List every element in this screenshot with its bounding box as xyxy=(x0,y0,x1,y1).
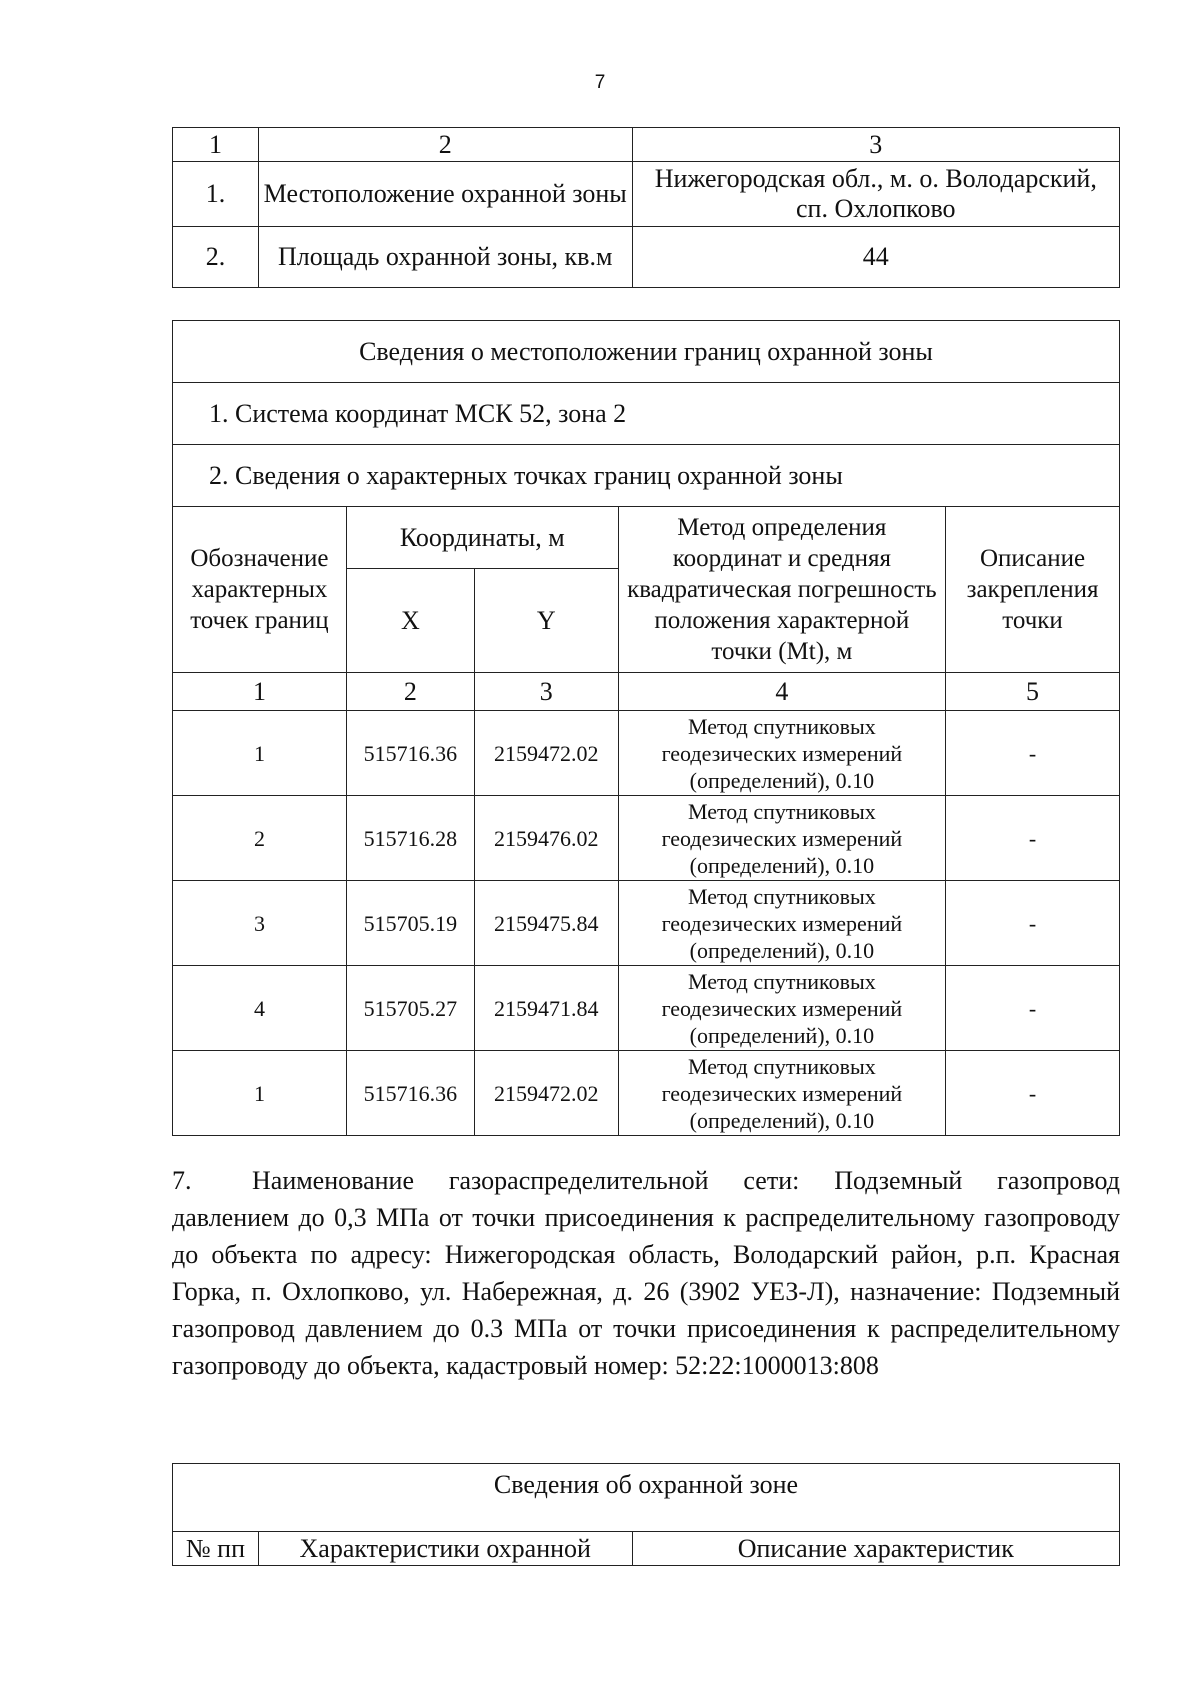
row-number: 2. xyxy=(173,227,259,288)
table-row xyxy=(173,1051,1120,1136)
row-number: 1. xyxy=(173,162,259,227)
col-number: 3 xyxy=(632,128,1119,162)
table-row xyxy=(173,796,1120,881)
col-description: Описание закрепления точки xyxy=(946,507,1120,673)
points-title-row xyxy=(173,445,1120,507)
point-method: Метод спутниковых геодезических измерений (определений), 0.10 xyxy=(618,881,945,966)
row-value: Нижегородская обл., м. о. Володарский, сп. Охлопково xyxy=(632,162,1119,227)
col-number: 3 xyxy=(474,673,618,711)
point-x: 515716.28 xyxy=(346,796,474,881)
header-row xyxy=(173,1532,1120,1566)
point-x: 515705.27 xyxy=(346,966,474,1051)
protected-zone-table xyxy=(172,1463,1120,1566)
point-y: 2159475.84 xyxy=(474,881,618,966)
table-title-row xyxy=(173,1464,1120,1532)
point-x: 515716.36 xyxy=(346,711,474,796)
table-header-row xyxy=(173,128,1120,162)
point-description: - xyxy=(946,966,1120,1051)
points-title: 2. Сведения о характерных точках границ охранной зоны xyxy=(173,445,1120,507)
boundary-points-table xyxy=(172,320,1120,1136)
point-id: 1 xyxy=(173,1051,347,1136)
column-numbers-row xyxy=(173,673,1120,711)
coordinate-system-row xyxy=(173,383,1120,445)
col-number: 5 xyxy=(946,673,1120,711)
table-row xyxy=(173,162,1120,227)
point-y: 2159472.02 xyxy=(474,711,618,796)
point-description: - xyxy=(946,796,1120,881)
row-label: Местоположение охранной зоны xyxy=(258,162,632,227)
point-description: - xyxy=(946,881,1120,966)
gas-network-paragraph xyxy=(172,1162,1120,1384)
point-description: - xyxy=(946,1051,1120,1136)
zone-summary-table xyxy=(172,127,1120,288)
point-id: 4 xyxy=(173,966,347,1051)
col-coordinates: Координаты, м xyxy=(346,507,618,569)
table-row xyxy=(173,881,1120,966)
point-y: 2159476.02 xyxy=(474,796,618,881)
table-title-row xyxy=(173,321,1120,383)
page-number: 7 xyxy=(594,72,606,93)
table-title: Сведения об охранной зоне xyxy=(173,1464,1120,1532)
row-label: Площадь охранной зоны, кв.м xyxy=(258,227,632,288)
col-characteristics: Характеристики охранной xyxy=(258,1532,632,1566)
col-y: Y xyxy=(474,569,618,673)
point-id: 1 xyxy=(173,711,347,796)
point-method: Метод спутниковых геодезических измерений (определений), 0.10 xyxy=(618,711,945,796)
col-number: 4 xyxy=(618,673,945,711)
point-id: 2 xyxy=(173,796,347,881)
coordinate-system: 1. Система координат МСК 52, зона 2 xyxy=(173,383,1120,445)
col-num: № пп xyxy=(173,1532,259,1566)
col-designation: Обозначение характерных точек границ xyxy=(173,507,347,673)
header-row xyxy=(173,507,1120,569)
point-x: 515705.19 xyxy=(346,881,474,966)
point-method: Метод спутниковых геодезических измерений (определений), 0.10 xyxy=(618,966,945,1051)
point-y: 2159472.02 xyxy=(474,1051,618,1136)
point-id: 3 xyxy=(173,881,347,966)
point-description: - xyxy=(946,711,1120,796)
col-x: X xyxy=(346,569,474,673)
paragraph-text: Наименование газораспределительной сети: Подземный газопровод давлением до 0,3 МПа от точки присоединения к распределительному газопроводу до объекта по адресу: Нижегородская область, Володарский район, р.п. Красная Горка, п. Охлопково, ул. Набережная, д. 26 (3902 УЕЗ-Л), назначение: Подземный газопровод давлением до 0.3 МПа от точки присоединения к распределительному газопроводу до объекта, кадастровый номер: 52:22:1000013:808 xyxy=(172,1166,1120,1380)
table-row xyxy=(173,227,1120,288)
table-title: Сведения о местоположении границ охранной зоны xyxy=(173,321,1120,383)
row-value: 44 xyxy=(632,227,1119,288)
table-row xyxy=(173,966,1120,1051)
col-number: 2 xyxy=(258,128,632,162)
col-number: 1 xyxy=(173,673,347,711)
col-number: 2 xyxy=(346,673,474,711)
col-method: Метод определения координат и средняя квадратическая погрешность положения характерной точки (Mt), м xyxy=(618,507,945,673)
point-y: 2159471.84 xyxy=(474,966,618,1051)
point-method: Метод спутниковых геодезических измерений (определений), 0.10 xyxy=(618,796,945,881)
point-method: Метод спутниковых геодезических измерений (определений), 0.10 xyxy=(618,1051,945,1136)
col-description: Описание характеристик xyxy=(632,1532,1119,1566)
col-number: 1 xyxy=(173,128,259,162)
point-x: 515716.36 xyxy=(346,1051,474,1136)
paragraph-number: 7. xyxy=(172,1166,192,1195)
table-row xyxy=(173,711,1120,796)
